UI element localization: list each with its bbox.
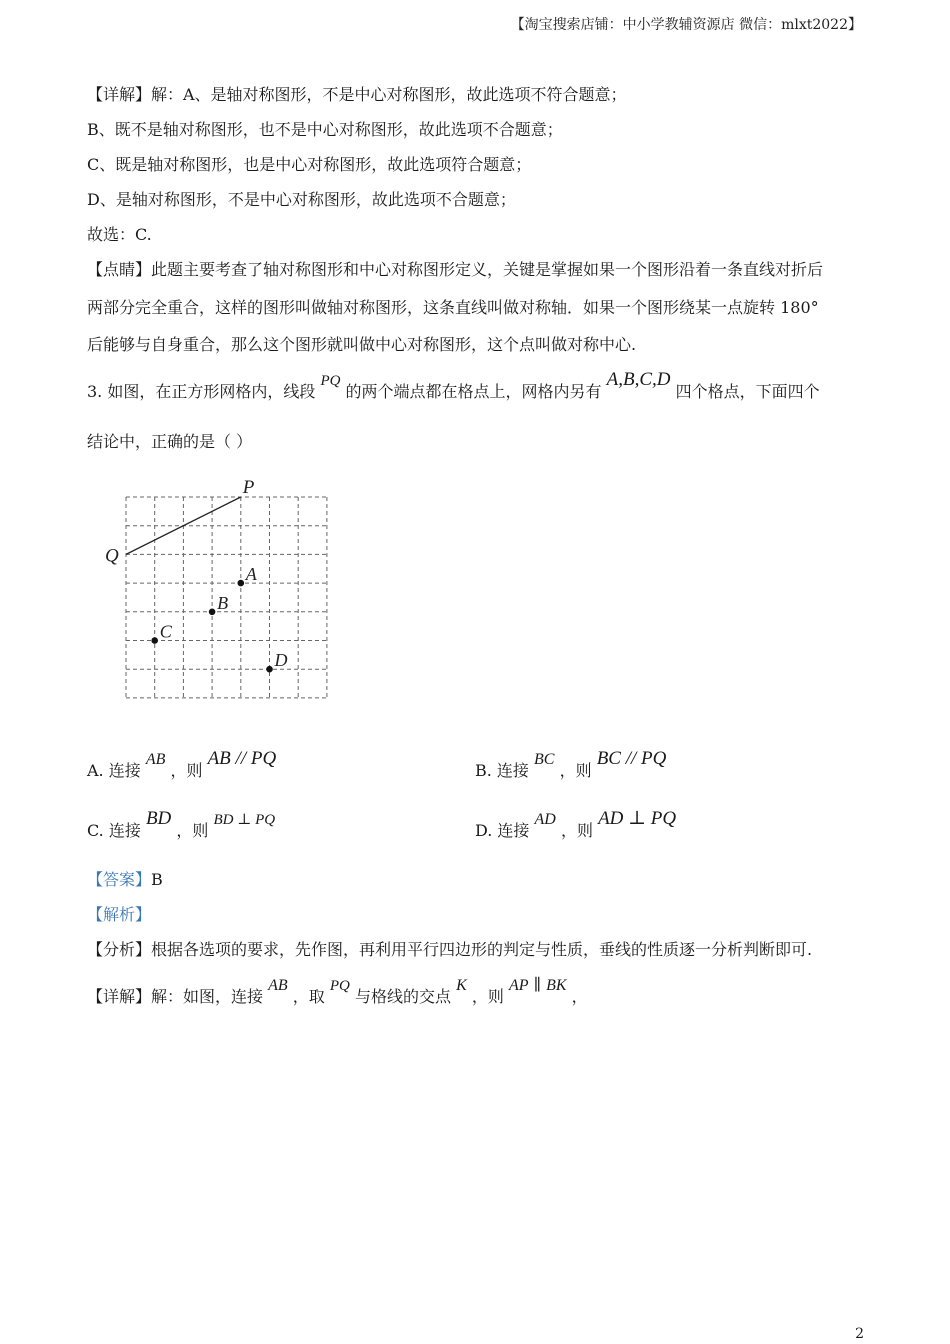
label-d: D	[274, 650, 288, 671]
question-mid: 的两个端点都在格点上，网格内另有	[345, 382, 602, 401]
question-stem-line-2: 结论中，正确的是（ ）	[87, 432, 253, 451]
point-d	[266, 666, 273, 673]
question-stem-line-1	[87, 369, 820, 403]
page-header: 【淘宝搜索店铺：中小学教辅资源店 微信：mlxt2022】	[510, 17, 862, 33]
point-c	[151, 637, 158, 644]
comment-line-3: 后能够与自身重合，那么这个图形就叫做中心对称图形，这个点叫做对称中心.	[87, 335, 637, 354]
solution-line-1: 【详解】解：A、是轴对称图形，不是中心对称图形，故此选项不符合题意；	[87, 85, 627, 104]
question-prefix: 3. 如图，在正方形网格内，线段	[87, 382, 316, 401]
answer-tag: 【答案】	[87, 870, 152, 889]
label-a: A	[245, 564, 257, 585]
page-number: 2	[855, 1326, 864, 1342]
question-suffix: 四个格点，下面四个	[675, 382, 820, 401]
comment-line-2: 两部分完全重合，这样的图形叫做轴对称图形，这条直线叫做对称轴．如果一个图形绕某一点旋转 180°	[87, 298, 819, 317]
label-p: P	[242, 477, 255, 498]
segment-pq: PQ	[320, 373, 341, 389]
point-a	[238, 580, 245, 587]
option-c: C. 连接 BD ，则 BD ⊥ PQ	[87, 808, 276, 840]
answer-line	[87, 867, 163, 890]
solution-line-2: B、既不是轴对称图形，也不是中心对称图形，故此选项不合题意；	[87, 120, 563, 139]
solution-line-4: D、是轴对称图形，不是中心对称图形，故此选项不合题意；	[87, 190, 516, 209]
option-d: D. 连接 AD ，则 AD ⊥ PQ	[475, 808, 677, 840]
label-c: C	[159, 621, 172, 642]
detail-line: 【详解】解：如图，连接 AB ，取 PQ 与格线的交点 K ，则 AP ∥ BK ，	[87, 975, 588, 1006]
grid-figure	[100, 472, 340, 707]
option-b: B. 连接 BC ，则 BC // PQ	[475, 748, 667, 780]
option-b-result: BC // PQ	[596, 748, 667, 769]
solution-line-3: C、既是轴对称图形，也是中心对称图形，故此选项符合题意；	[87, 155, 532, 174]
solution-conclusion: 故选：C.	[87, 225, 152, 244]
option-a: A. 连接 AB ，则 AB // PQ	[87, 748, 277, 780]
comment-line-1: 【点睛】此题主要考查了轴对称图形和中心对称图形定义，关键是掌握如果一个图形沿着一条直线对折后	[87, 260, 824, 279]
label-q: Q	[105, 545, 119, 567]
label-b: B	[217, 592, 229, 613]
analysis-text: 【分析】根据各选项的要求，先作图，再利用平行四边形的判定与性质，垂线的性质逐一分析判断即可.	[87, 940, 813, 959]
option-c-segment: BD	[145, 808, 172, 829]
option-b-segment: BC	[534, 751, 555, 768]
points-abcd: A,B,C,D	[606, 369, 671, 390]
answer-value: B	[151, 870, 163, 889]
option-a-result: AB // PQ	[207, 748, 277, 769]
point-b	[209, 609, 216, 616]
analysis-tag: 【解析】	[87, 905, 152, 924]
option-d-result: AD ⊥ PQ	[598, 808, 677, 829]
option-a-segment: AB	[145, 751, 166, 768]
option-d-segment: AD	[534, 811, 556, 828]
option-c-result: BD ⊥ PQ	[213, 812, 276, 828]
